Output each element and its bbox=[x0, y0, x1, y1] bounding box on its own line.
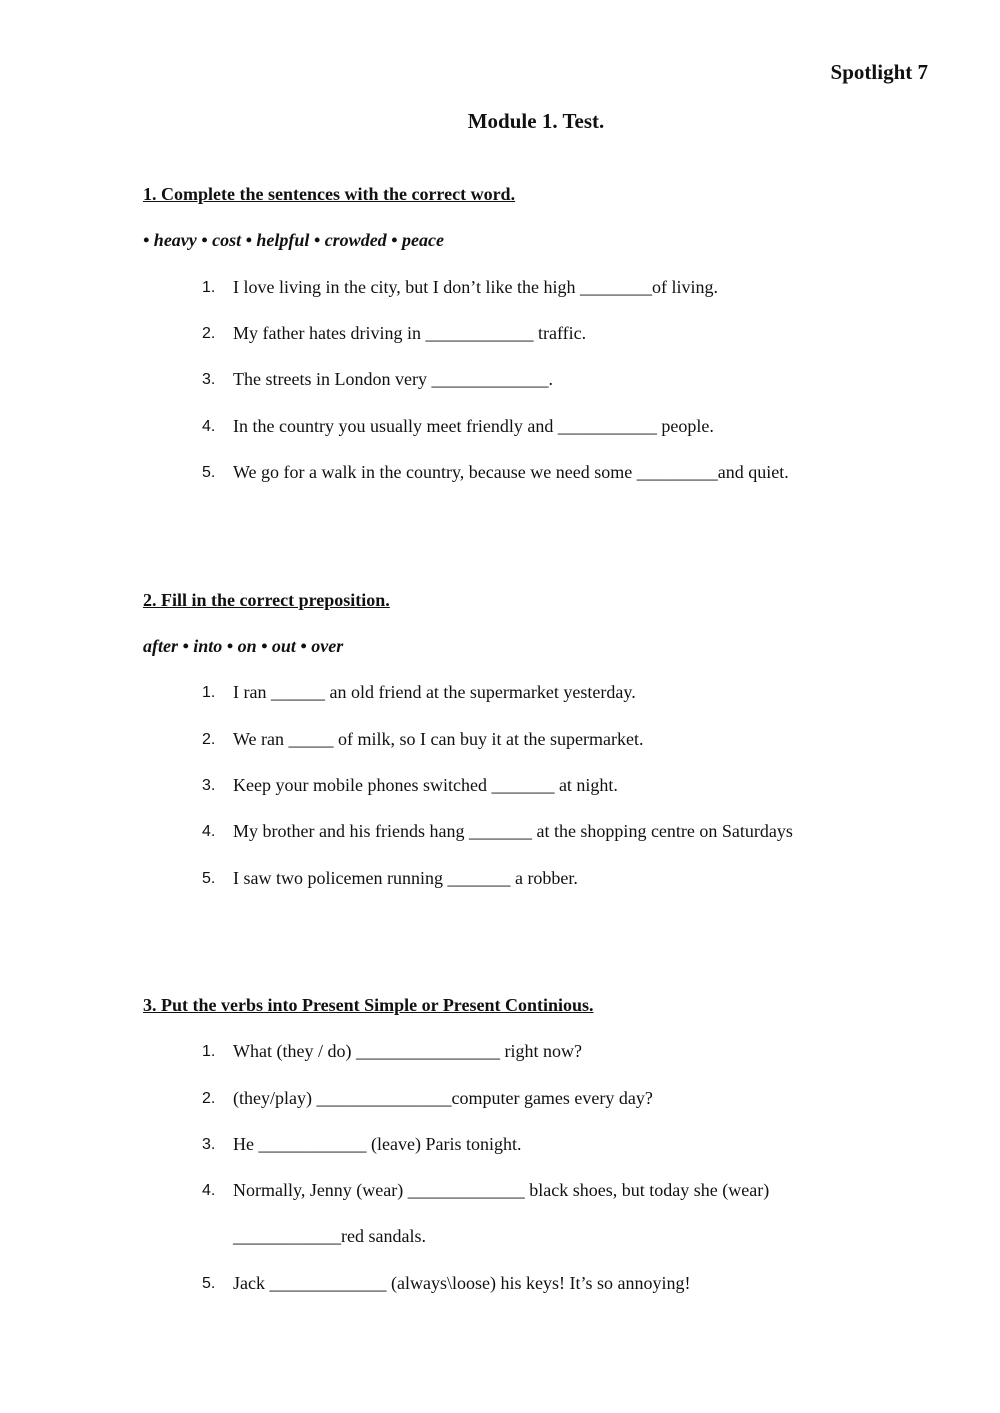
item-number: 3. bbox=[202, 777, 216, 794]
item-text: I saw two policemen running _______ a robber. bbox=[233, 868, 578, 888]
brand-label: Spotlight 7 bbox=[830, 60, 928, 84]
item-number: 5. bbox=[202, 464, 216, 481]
exercise-item bbox=[0, 277, 1000, 303]
item-number: 1. bbox=[202, 1043, 216, 1060]
item-number: 3. bbox=[202, 371, 216, 388]
exercise-item bbox=[0, 1134, 1000, 1160]
item-number: 2. bbox=[202, 1090, 216, 1107]
item-text: In the country you usually meet friendly and ___________ people. bbox=[233, 416, 714, 436]
exercise-item bbox=[0, 369, 1000, 395]
section-1-heading: 1. Complete the sentences with the correct word. bbox=[143, 184, 516, 204]
item-text: I love living in the city, but I don’t like the high ________of living. bbox=[233, 277, 718, 297]
item-number: 1. bbox=[202, 684, 216, 701]
item-text: Keep your mobile phones switched _______ at night. bbox=[233, 775, 618, 795]
item-text: The streets in London very _____________. bbox=[233, 369, 553, 389]
item-text: He ____________ (leave) Paris tonight. bbox=[233, 1134, 522, 1154]
exercise-item bbox=[0, 821, 1000, 847]
exercise-item bbox=[0, 682, 1000, 708]
exercise-item bbox=[0, 775, 1000, 801]
exercise-item bbox=[0, 868, 1000, 894]
item-number: 4. bbox=[202, 1182, 216, 1199]
item-number: 4. bbox=[202, 823, 216, 840]
item-text: I ran ______ an old friend at the supermarket yesterday. bbox=[233, 682, 636, 702]
section-3-heading: 3. Put the verbs into Present Simple or Present Continious. bbox=[143, 995, 594, 1015]
item-number: 2. bbox=[202, 731, 216, 748]
exercise-item bbox=[0, 462, 1000, 488]
exercise-item bbox=[0, 416, 1000, 442]
exercise-item bbox=[0, 1041, 1000, 1067]
exercise-item-continuation bbox=[0, 1226, 1000, 1252]
item-text: We go for a walk in the country, because we need some _________and quiet. bbox=[233, 462, 789, 482]
item-text: ____________red sandals. bbox=[233, 1226, 426, 1246]
page-title: Module 1. Test. bbox=[467, 109, 605, 133]
exercise-item bbox=[0, 729, 1000, 755]
section-1-word-bank: • heavy • cost • helpful • crowded • peace bbox=[143, 230, 444, 250]
item-number: 1. bbox=[202, 279, 216, 296]
item-text: (they/play) _______________computer games every day? bbox=[233, 1088, 653, 1108]
item-number: 5. bbox=[202, 1275, 216, 1292]
item-number: 5. bbox=[202, 870, 216, 887]
section-2-word-bank: after • into • on • out • over bbox=[143, 636, 344, 656]
exercise-item bbox=[0, 1180, 1000, 1206]
exercise-item bbox=[0, 1088, 1000, 1114]
item-text: We ran _____ of milk, so I can buy it at the supermarket. bbox=[233, 729, 644, 749]
item-text: Jack _____________ (always\loose) his keys! It’s so annoying! bbox=[233, 1273, 691, 1293]
item-text: My father hates driving in ____________ traffic. bbox=[233, 323, 587, 343]
section-2-heading: 2. Fill in the correct preposition. bbox=[143, 590, 390, 610]
exercise-item bbox=[0, 1273, 1000, 1299]
item-text: My brother and his friends hang _______ at the shopping centre on Saturdays bbox=[233, 821, 793, 841]
item-text: Normally, Jenny (wear) _____________ black shoes, but today she (wear) bbox=[233, 1180, 770, 1200]
item-number: 3. bbox=[202, 1136, 216, 1153]
item-number: 4. bbox=[202, 418, 216, 435]
item-text: What (they / do) ________________ right now? bbox=[233, 1041, 582, 1061]
exercise-item bbox=[0, 323, 1000, 349]
item-number: 2. bbox=[202, 325, 216, 342]
